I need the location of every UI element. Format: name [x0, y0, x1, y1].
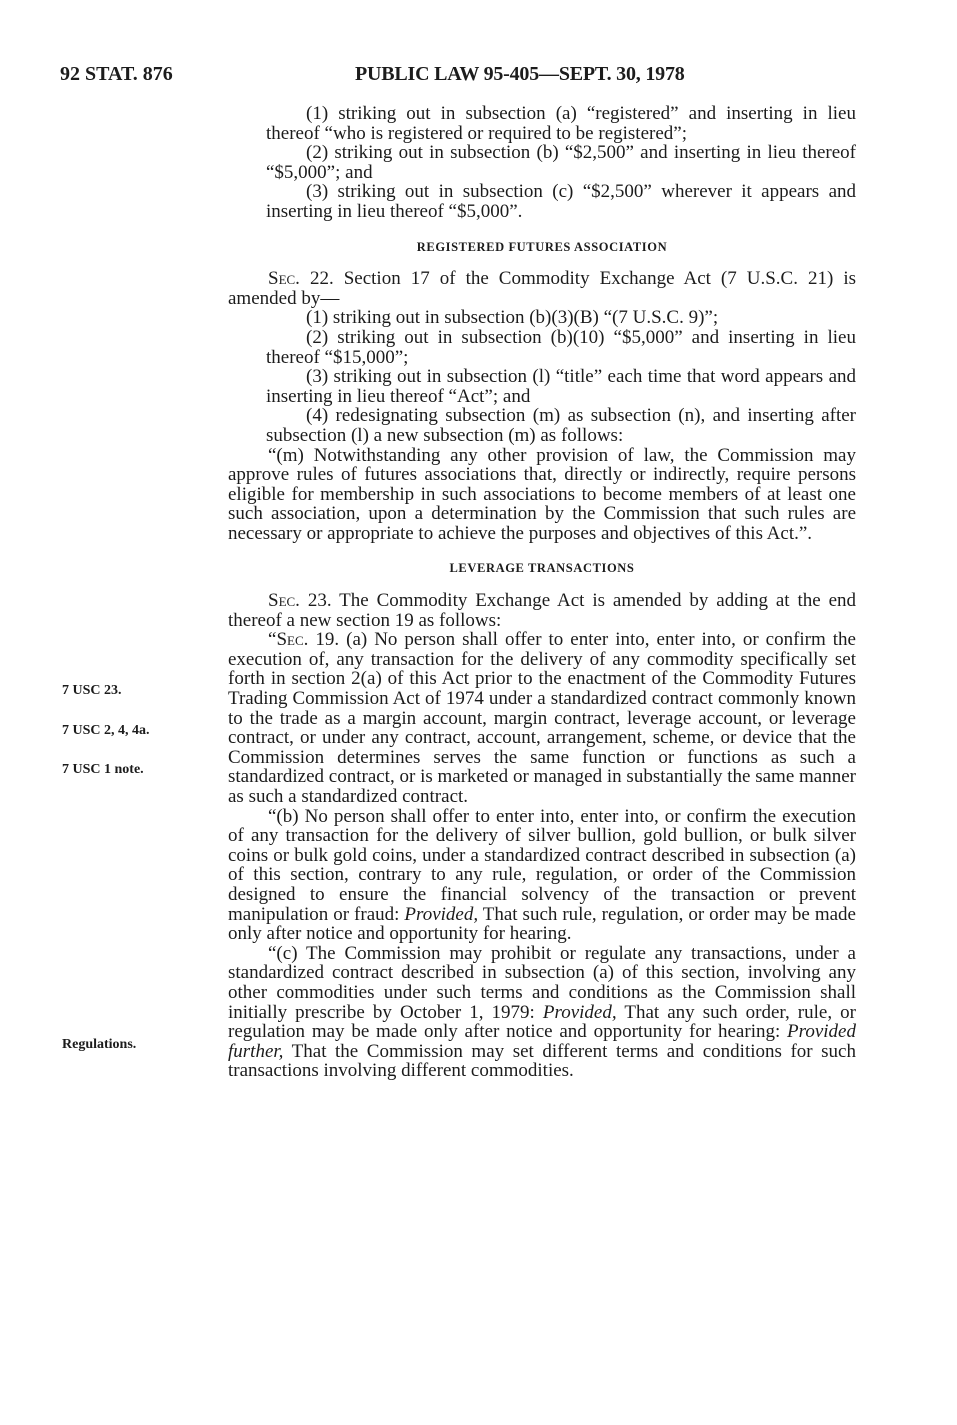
proviso: Provided,	[542, 1001, 617, 1023]
section-23-intro	[228, 591, 856, 630]
section-22-subsection-m: “(m) Notwithstanding any other provision of law, the Commission may approve rules of futures associations that, directly or indirectly, require persons eligible for membership in such associations to become members of at least one such association, upon a determination by the Commission that such rules are necessary or appropriate to achieve the purposes and objectives of this Act.”.	[228, 444, 856, 544]
section-19-subsection-c	[228, 944, 856, 1081]
section-19-subsection-b	[228, 807, 856, 944]
section-19-subsection-a	[228, 630, 856, 806]
stat-reference: 92 STAT. 876	[60, 63, 173, 85]
section-19-b-text: “(b) No person shall offer to enter into, enter into, or confirm the execution of any transaction for the delivery of silver bullion, gold bullion, or bulk silver coins or bulk gold coins, under a standardized contract described in subsection (a) of this section, contrary to any rule, regulation, or order of the Commission designed to ensure the financial solvency of the transaction or prevent manipulation or fraud:	[228, 805, 856, 925]
section-22-item-1: (1) striking out in subsection (b)(3)(B) “(7 U.S.C. 9)”;	[306, 307, 719, 329]
page-header	[60, 62, 860, 86]
section-label: Sec.	[268, 590, 300, 612]
proviso-further: Provided further,	[228, 1021, 856, 1062]
open-quote: “	[268, 629, 277, 651]
amendment-item-2: (2) striking out in subsection (b) “$2,500” and inserting in lieu thereof “$5,000”; and	[266, 142, 856, 183]
section-19-b-proviso-text: That such rule, regulation, or order may be made only after notice and opportunity for hearing.	[228, 903, 856, 945]
section-label: Sec.	[276, 629, 309, 651]
proviso: Provided,	[404, 903, 479, 925]
section-22-item-4: (4) redesignating subsection (m) as subsection (n), and inserting after subsection (l) a new subsection (m) as follows:	[266, 405, 856, 446]
margin-note-7-usc-2-4-4a: 7 USC 2, 4, 4a.	[62, 723, 150, 738]
section-22-item-2: (2) striking out in subsection (b)(10) “$5,000” and inserting in lieu thereof “$15,000”;	[266, 326, 856, 368]
margin-note-regulations: Regulations.	[62, 1037, 137, 1052]
section-label: Sec.	[268, 268, 300, 290]
section-heading-registered-futures-association: REGISTERED FUTURES ASSOCIATION	[416, 239, 668, 254]
section-22-item-3: (3) striking out in subsection (l) “title” each time that word appears and inserting in lieu thereof “Act”; and	[266, 366, 856, 407]
statute-body	[228, 104, 856, 1081]
amendment-item-3: (3) striking out in subsection (c) “$2,500” wherever it appears and inserting in lieu thereof “$5,000”.	[266, 181, 856, 222]
section-19-a-text: 19. (a) No person shall offer to enter into, enter into, or confirm the execution of, any transaction for the delivery of any commodity specifically set forth in section 2(a) of this Act prior to the enactment of the Commodity Futures Trading Commission Act of 1974 under a standardized contract commonly known to the trade as a margin account, margin contract, leverage account, or leverage contract, or under any contract, account, arrangement, scheme, or device that the Commission determines serves the same function or functions as such a standardized contract, or is marketed or managed in substantially the same manner as such a standardized contract.	[228, 629, 856, 807]
amendment-item-1: (1) striking out in subsection (a) “registered” and inserting in lieu thereof “who is registered or required to be registered”;	[266, 103, 856, 144]
margin-note-7-usc-1-note: 7 USC 1 note.	[62, 762, 144, 777]
section-19-c-proviso-text: That any such order, rule, or regulation may be made only after notice and opportunity for hearing:	[228, 1001, 856, 1043]
section-23-text: 23. The Commodity Exchange Act is amended by adding at the end thereof a new section 19 as follows:	[228, 590, 857, 631]
section-19-c-text: “(c) The Commission may prohibit or regulate any transactions, under a standardized contract described in subsection (a) of this section, involving any other commodities under such terms and conditions as the Commission shall initially prescribe by October 1, 1979:	[228, 942, 856, 1023]
margin-note-7-usc-23: 7 USC 23.	[62, 683, 122, 698]
section-19-c-final-text: That the Commission may set different terms and conditions for such transactions involving different commodities.	[228, 1040, 856, 1082]
section-22-text: 22. Section 17 of the Commodity Exchange Act (7 U.S.C. 21) is amended by—	[228, 268, 856, 309]
public-law-title: PUBLIC LAW 95-405—SEPT. 30, 1978	[355, 63, 685, 85]
section-22-intro	[228, 269, 856, 308]
section-heading-leverage-transactions: LEVERAGE TRANSACTIONS	[449, 561, 635, 576]
